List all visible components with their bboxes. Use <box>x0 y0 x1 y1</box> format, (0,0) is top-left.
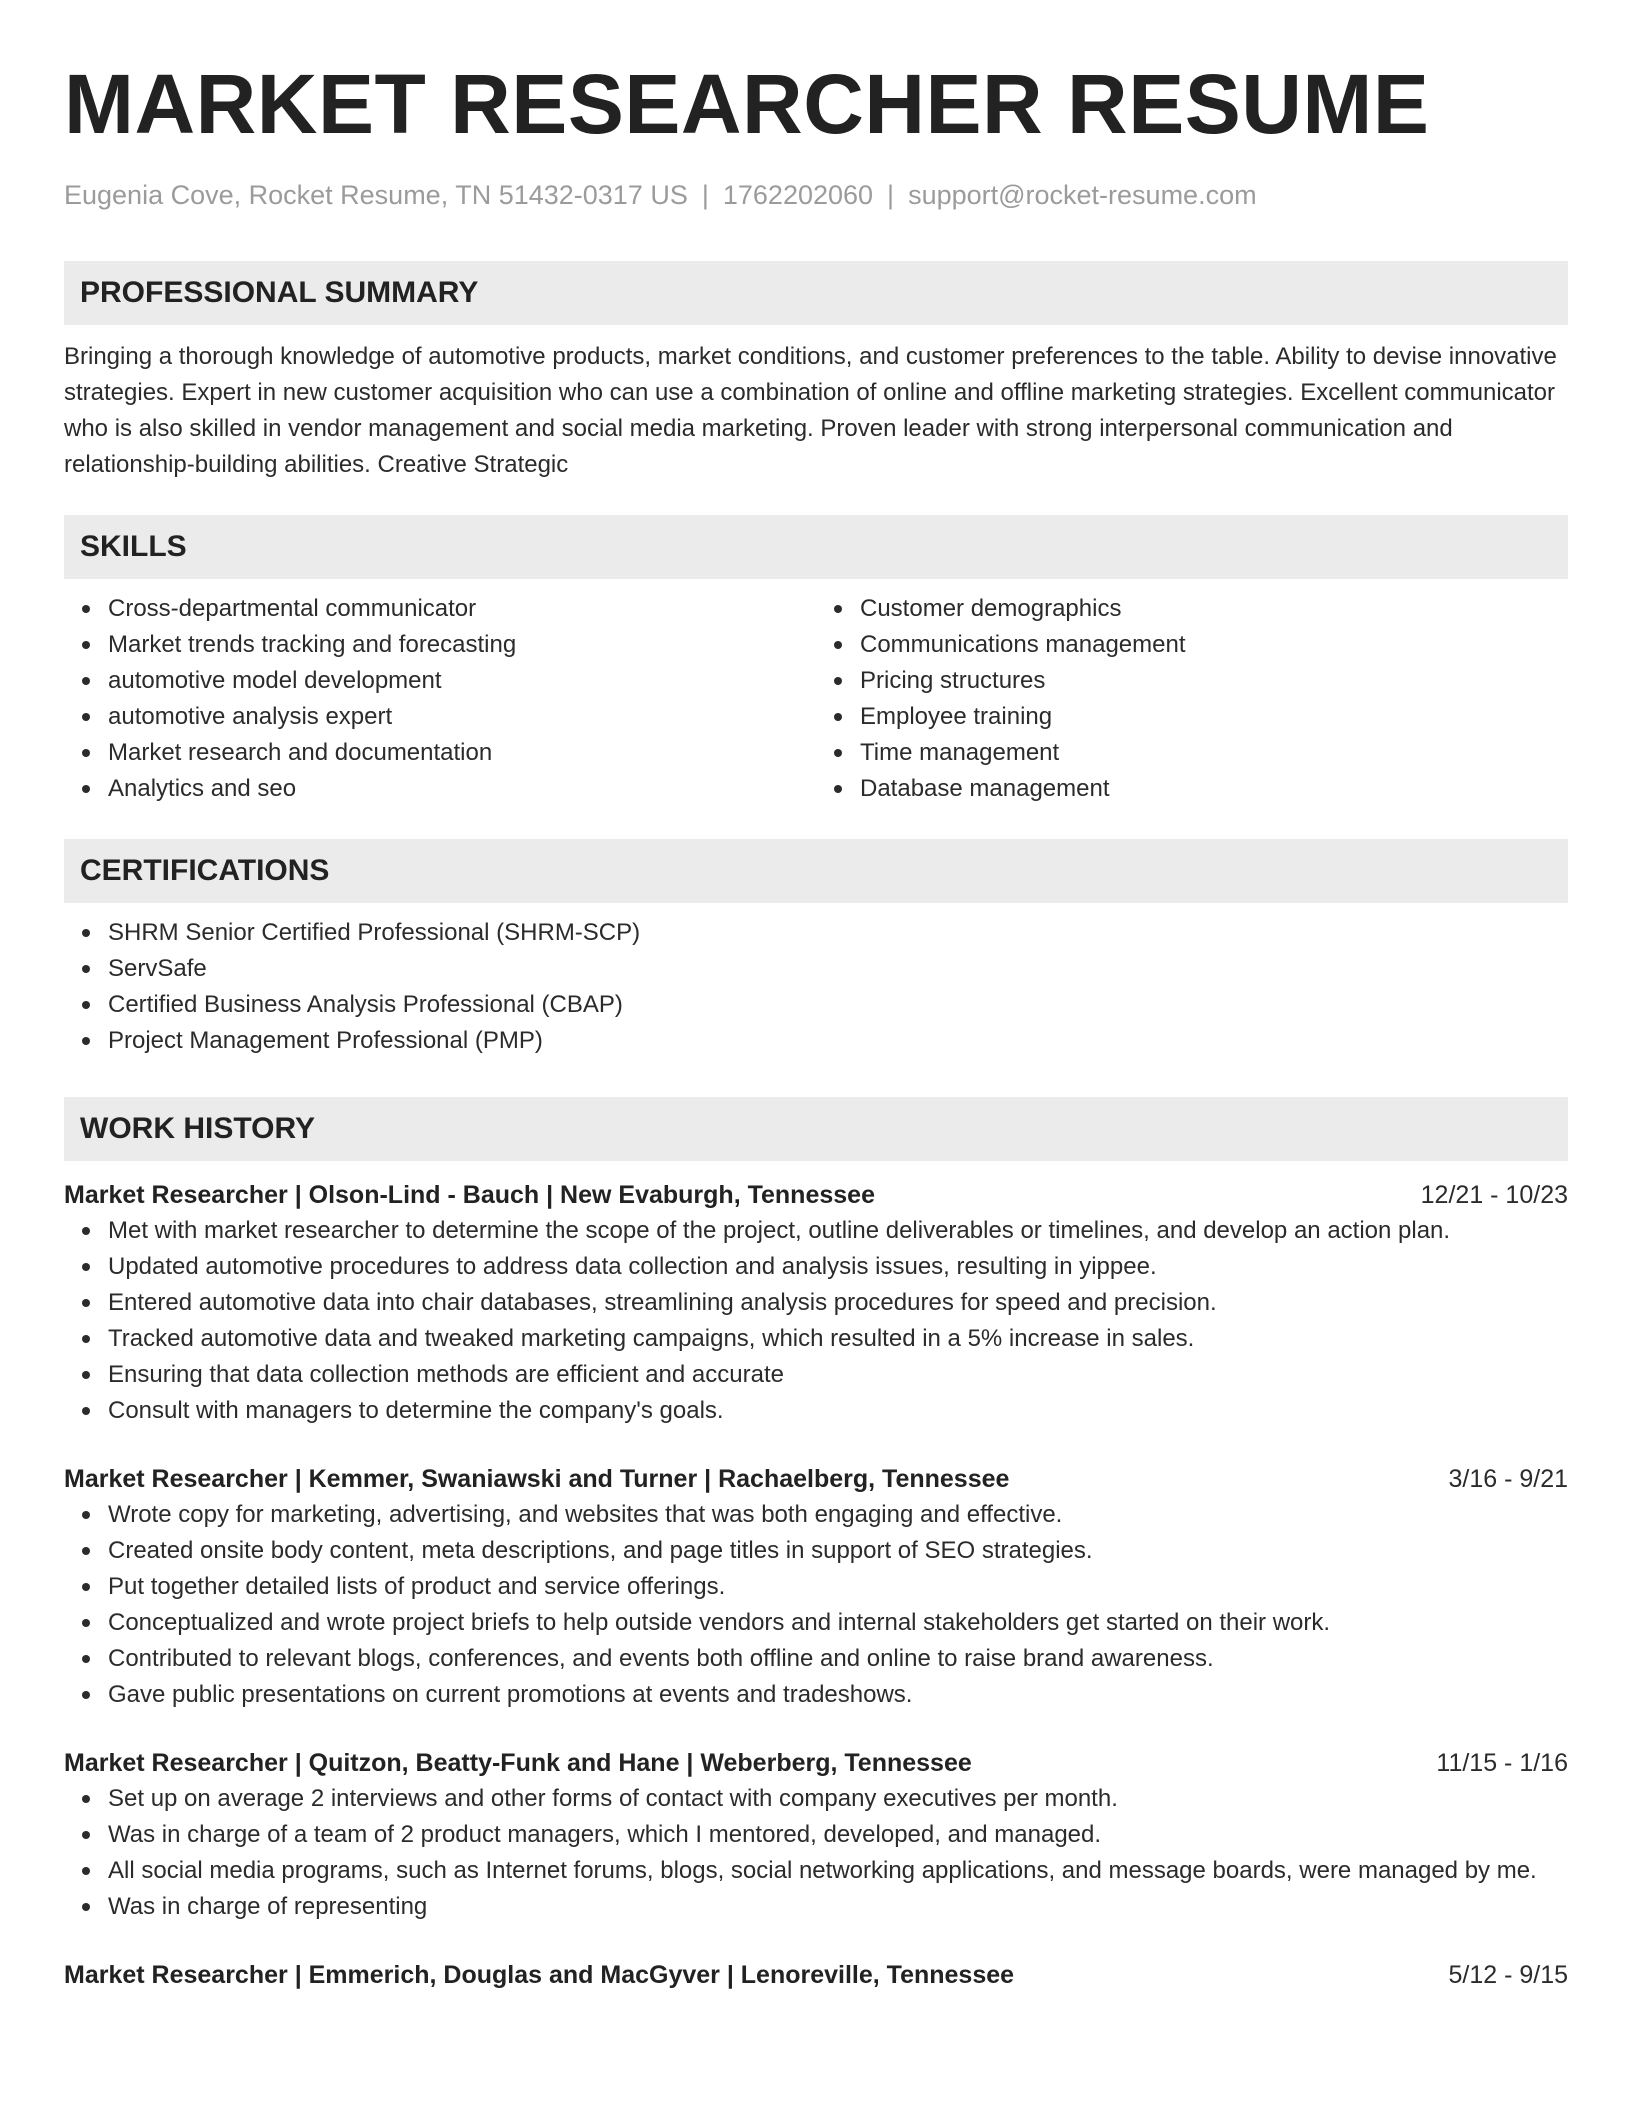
skill-item: Analytics and seo <box>64 771 816 807</box>
job-bullet: Set up on average 2 interviews and other forms of contact with company executives per month. <box>64 1781 1568 1817</box>
summary-text: Bringing a thorough knowledge of automotive products, market conditions, and customer preferences to the table. Ability to devise innovative strategies. Expert in new customer acquisition who can use a combination of online and offline marketing strategies. Excellent communicator who is also skilled in vendor management and social media marketing. Proven leader with strong interpersonal communication and relationship-building abilities. Creative Strategic <box>64 343 1557 478</box>
skill-item: Time management <box>816 735 1568 771</box>
job-entry <box>64 1461 1568 1713</box>
job-title: Market Researcher | Kemmer, Swaniawski and Turner | Rachaelberg, Tennessee <box>64 1465 1010 1493</box>
job-bullet: Contributed to relevant blogs, conferences, and events both offline and online to raise brand awareness. <box>64 1641 1568 1677</box>
resume-title: MARKET RESEARCHER RESUME <box>64 57 1430 151</box>
job-title: Market Researcher | Quitzon, Beatty-Funk and Hane | Weberberg, Tennessee <box>64 1749 972 1777</box>
bullet-dot <box>82 1691 90 1699</box>
bullet-dot <box>82 1903 90 1911</box>
bullet-dot <box>82 605 90 613</box>
certification-item: Certified Business Analysis Professional (CBAP) <box>64 987 1568 1023</box>
job-bullet: Tracked automotive data and tweaked marketing campaigns, which resulted in a 5% increase in sales. <box>64 1321 1568 1357</box>
bullet-dot <box>834 605 842 613</box>
skill-item: automotive analysis expert <box>64 699 816 735</box>
bullet-dot <box>82 1037 90 1045</box>
bullet-dot <box>82 1619 90 1627</box>
skill-item: Customer demographics <box>816 591 1568 627</box>
bullet-dot <box>82 1299 90 1307</box>
skill-item: Communications management <box>816 627 1568 663</box>
bullet-dot <box>82 965 90 973</box>
work-history-section <box>64 1097 1568 1993</box>
bullet-dot <box>834 713 842 721</box>
bullet-dot <box>82 1547 90 1555</box>
contact-email: support@rocket-resume.com <box>908 180 1257 210</box>
bullet-dot <box>82 1511 90 1519</box>
bullet-dot <box>82 641 90 649</box>
bullet-dot <box>82 713 90 721</box>
certifications-section <box>64 839 1568 1059</box>
job-bullet: Consult with managers to determine the company's goals. <box>64 1393 1568 1429</box>
job-bullet: Conceptualized and wrote project briefs to help outside vendors and internal stakeholders get started on their work. <box>64 1605 1568 1641</box>
work-history-heading: WORK HISTORY <box>64 1097 1568 1161</box>
skill-item: Market trends tracking and forecasting <box>64 627 816 663</box>
job-header <box>64 1177 1568 1213</box>
job-title: Market Researcher | Olson-Lind - Bauch | New Evaburgh, Tennessee <box>64 1181 875 1209</box>
certifications-list <box>64 915 1568 1059</box>
job-bullet: Created onsite body content, meta descriptions, and page titles in support of SEO strategies. <box>64 1533 1568 1569</box>
skill-item: Employee training <box>816 699 1568 735</box>
skill-item: Market research and documentation <box>64 735 816 771</box>
bullet-dot <box>82 1655 90 1663</box>
job-header <box>64 1461 1568 1497</box>
job-bullet: Put together detailed lists of product and service offerings. <box>64 1569 1568 1605</box>
job-header <box>64 1957 1568 1993</box>
job-entry <box>64 1177 1568 1429</box>
job-bullet: Updated automotive procedures to address data collection and analysis issues, resulting in yippee. <box>64 1249 1568 1285</box>
bullet-dot <box>82 1001 90 1009</box>
bullet-dot <box>82 785 90 793</box>
summary-section <box>64 261 1568 483</box>
job-dates: 12/21 - 10/23 <box>1420 1181 1568 1209</box>
bullet-dot <box>834 749 842 757</box>
contact-separator: | <box>701 180 709 210</box>
job-header <box>64 1745 1568 1781</box>
job-bullet: Was in charge of representing <box>64 1889 1568 1925</box>
bullet-dot <box>82 1795 90 1803</box>
job-bullets <box>64 1497 1568 1713</box>
bullet-dot <box>82 1371 90 1379</box>
job-dates: 5/12 - 9/15 <box>1448 1961 1568 1989</box>
bullet-dot <box>834 677 842 685</box>
bullet-dot <box>82 1407 90 1415</box>
skills-column-left <box>64 591 816 807</box>
job-bullet: Met with market researcher to determine the scope of the project, outline deliverables or timelines, and develop an action plan. <box>64 1213 1568 1249</box>
bullet-dot <box>82 1263 90 1271</box>
certification-item: Project Management Professional (PMP) <box>64 1023 1568 1059</box>
bullet-dot <box>82 1867 90 1875</box>
skill-item: automotive model development <box>64 663 816 699</box>
certification-item: ServSafe <box>64 951 1568 987</box>
certification-item: SHRM Senior Certified Professional (SHRM-SCP) <box>64 915 1568 951</box>
bullet-dot <box>82 749 90 757</box>
job-bullets <box>64 1213 1568 1429</box>
job-bullet: All social media programs, such as Internet forums, blogs, social networking applications, and message boards, were managed by me. <box>64 1853 1568 1889</box>
bullet-dot <box>82 1227 90 1235</box>
skills-section <box>64 515 1568 807</box>
bullet-dot <box>82 677 90 685</box>
job-bullets <box>64 1781 1568 1925</box>
job-dates: 11/15 - 1/16 <box>1436 1749 1568 1777</box>
job-dates: 3/16 - 9/21 <box>1448 1465 1568 1493</box>
summary-heading: PROFESSIONAL SUMMARY <box>64 261 1568 325</box>
contact-address: Eugenia Cove, Rocket Resume, TN 51432-0317 US <box>64 180 688 210</box>
job-bullet: Gave public presentations on current promotions at events and tradeshows. <box>64 1677 1568 1713</box>
job-entry <box>64 1745 1568 1925</box>
skills-column-right <box>816 591 1568 807</box>
job-title: Market Researcher | Emmerich, Douglas and MacGyver | Lenoreville, Tennessee <box>64 1961 1015 1989</box>
skills-grid <box>64 591 1568 807</box>
bullet-dot <box>834 641 842 649</box>
skill-item: Cross-departmental communicator <box>64 591 816 627</box>
job-bullet: Was in charge of a team of 2 product managers, which I mentored, developed, and managed. <box>64 1817 1568 1853</box>
job-bullet: Entered automotive data into chair databases, streamlining analysis procedures for speed and precision. <box>64 1285 1568 1321</box>
bullet-dot <box>834 785 842 793</box>
bullet-dot <box>82 1335 90 1343</box>
job-bullet: Wrote copy for marketing, advertising, and websites that was both engaging and effective. <box>64 1497 1568 1533</box>
bullet-dot <box>82 929 90 937</box>
bullet-dot <box>82 1583 90 1591</box>
contact-line <box>64 178 1568 212</box>
certifications-heading: CERTIFICATIONS <box>64 839 1568 903</box>
skill-item: Database management <box>816 771 1568 807</box>
skills-heading: SKILLS <box>64 515 1568 579</box>
contact-phone: 1762202060 <box>722 180 874 210</box>
job-bullet: Ensuring that data collection methods are efficient and accurate <box>64 1357 1568 1393</box>
bullet-dot <box>82 1831 90 1839</box>
contact-separator: | <box>887 180 895 210</box>
job-entry <box>64 1957 1568 1993</box>
skill-item: Pricing structures <box>816 663 1568 699</box>
